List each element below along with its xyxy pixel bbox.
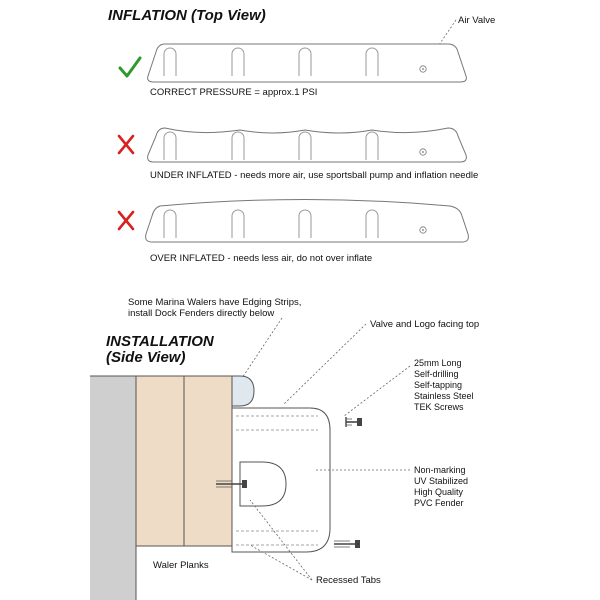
recessed-tabs-label: Recessed Tabs [316, 575, 381, 586]
edging-note-line2: install Dock Fenders directly below [128, 308, 275, 319]
fender-line-4: PVC Fender [414, 498, 464, 508]
screw-icon-top [346, 417, 362, 427]
edging-leader [242, 318, 282, 378]
screws-line-4: Stainless Steel [414, 391, 474, 401]
screw-icon-bottom [334, 540, 360, 548]
correct-pressure-caption: CORRECT PRESSURE = approx.1 PSI [150, 87, 318, 98]
installation-subtitle: (Side View) [106, 349, 186, 366]
installation-title: INSTALLATION [106, 333, 214, 350]
fender-line-1: Non-marking [414, 465, 466, 475]
check-icon [120, 58, 140, 76]
fender-over-inflated [146, 200, 469, 243]
over-inflated-caption: OVER INFLATED - needs less air, do not over inflate [150, 253, 373, 264]
fender-under-inflated [148, 128, 467, 162]
cross-icon [119, 136, 133, 153]
valve-logo-label: Valve and Logo facing top [370, 319, 480, 330]
edging-strip [232, 376, 254, 406]
under-inflated-caption: UNDER INFLATED - needs more air, use sportsball pump and inflation needle [150, 170, 479, 181]
screws-line-5: TEK Screws [414, 402, 464, 412]
air-valve-label: Air Valve [458, 15, 496, 26]
screws-line-2: Self-drilling [414, 369, 459, 379]
valve-logo-leader [284, 324, 366, 404]
screw-icon-middle [216, 480, 247, 488]
fender-line-3: High Quality [414, 487, 464, 497]
inflation-title: INFLATION (Top View) [108, 7, 266, 24]
dock-wall [90, 376, 136, 600]
screws-leader [344, 366, 410, 416]
cross-icon [119, 212, 133, 229]
edging-note-line1: Some Marina Walers have Edging Strips, [128, 297, 302, 308]
screws-line-3: Self-tapping [414, 380, 463, 390]
fender-correct-pressure [148, 44, 467, 82]
screws-line-1: 25mm Long [414, 358, 462, 368]
waler-planks-label: Waler Planks [153, 560, 209, 571]
fender-line-2: UV Stabilized [414, 476, 469, 486]
